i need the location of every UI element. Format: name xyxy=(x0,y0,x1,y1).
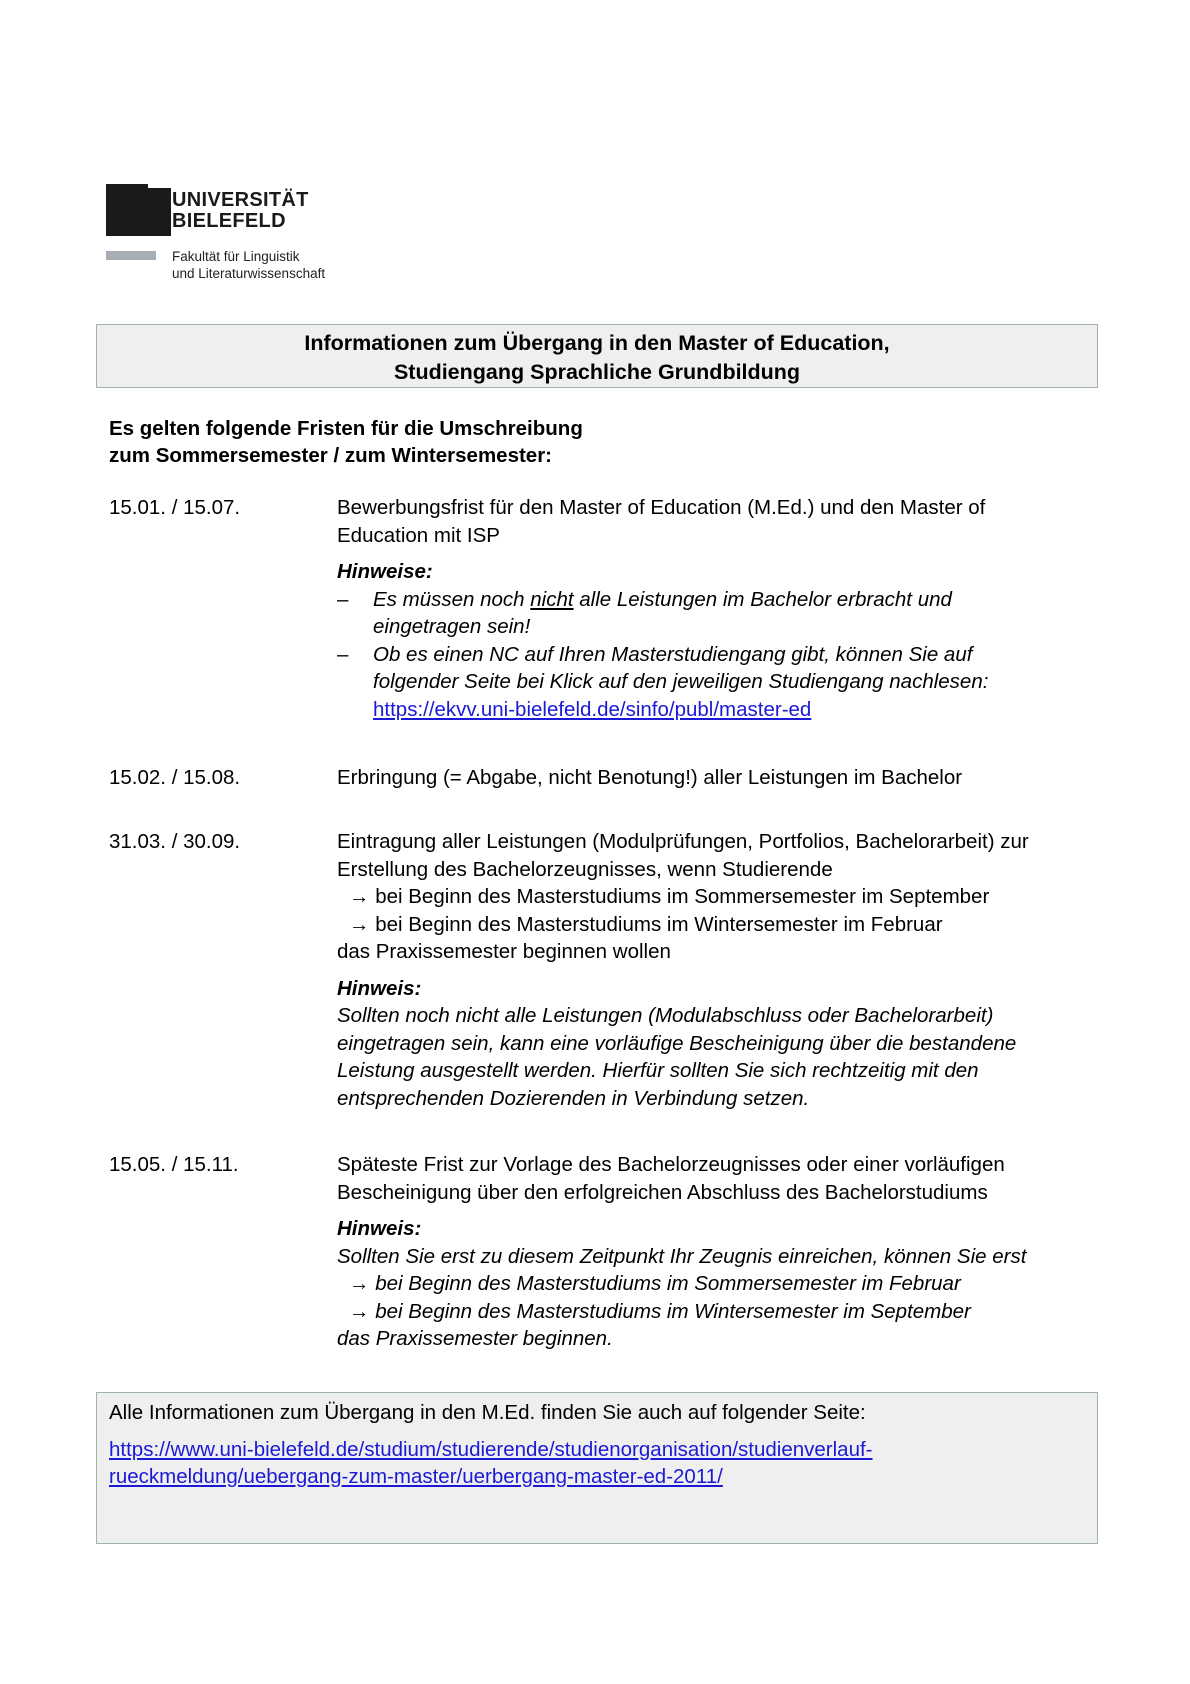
logo-mark-icon xyxy=(106,184,171,236)
bullet-text: alle Leistungen im Bachelor erbracht und xyxy=(573,587,952,611)
master-ed-info-link[interactable] xyxy=(109,1436,1085,1491)
logo-faculty-name xyxy=(172,248,325,282)
intro-line2: zum Sommersemester / zum Wintersemester: xyxy=(109,444,553,467)
deadline-content xyxy=(337,494,1190,723)
hint-bullet-1 xyxy=(337,586,1190,641)
deadline-text-line: das Praxissemester beginnen wollen xyxy=(337,940,671,963)
hint-text-line: eingetragen sein, kann eine vorläufige Bescheinigung über die bestandene xyxy=(337,1031,1017,1055)
hint-text-line: Sollten Sie erst zu diesem Zeitpunkt Ihr Zeugnis einreichen, können Sie erst xyxy=(337,1244,1027,1268)
logo-faculty-line2: und Literaturwissenschaft xyxy=(172,266,326,281)
bullet-dash: – xyxy=(337,642,349,666)
deadline-arrow-line: → bei Beginn des Masterstudiums im Sommersemester im September xyxy=(349,885,990,908)
hint-arrow-line: → bei Beginn des Masterstudiums im Sommersemester im Februar xyxy=(349,1272,961,1295)
deadline-date: 15.05. / 15.11. xyxy=(109,1153,239,1176)
logo-gray-bar xyxy=(106,251,156,260)
title-box xyxy=(96,324,1098,388)
bullet-text: eingetragen sein! xyxy=(373,615,531,638)
bullet-text: Ob es einen NC auf Ihren Masterstudiengang gibt, können Sie auf xyxy=(373,642,973,666)
deadline-arrow-line: → bei Beginn des Masterstudiums im Wintersemester im Februar xyxy=(349,912,943,936)
bullet-dash: – xyxy=(337,587,349,611)
hint-title: Hinweis: xyxy=(337,976,422,1000)
hint-bullet-2 xyxy=(337,641,1190,724)
deadline-content xyxy=(337,764,1190,792)
info-footer-box xyxy=(96,1392,1098,1544)
master-ed-nc-link[interactable]: https://ekvv.uni-bielefeld.de/sinfo/publ/master-ed xyxy=(373,697,812,721)
deadline-date: 31.03. / 30.09. xyxy=(109,830,241,853)
deadline-text-line: Erstellung des Bachelorzeugnisses, wenn Studierende xyxy=(337,857,833,881)
hint-text-line: Leistung ausgestellt werden. Hierfür sollten Sie sich rechtzeitig mit den xyxy=(337,1059,979,1082)
hint-title: Hinweise: xyxy=(337,560,433,583)
logo-university-name xyxy=(172,190,309,232)
logo-university-line2: BIELEFELD xyxy=(172,210,286,232)
logo-university-line1: UNIVERSITÄT xyxy=(172,189,309,211)
hint-text-line: das Praxissemester beginnen. xyxy=(337,1327,613,1350)
deadline-text-line: Education mit ISP xyxy=(337,523,500,547)
deadline-text-line: Bescheinigung über den erfolgreichen Abschluss des Bachelorstudiums xyxy=(337,1180,988,1204)
deadline-text-line: Eintragung aller Leistungen (Modulprüfungen, Portfolios, Bachelorarbeit) zur xyxy=(337,830,1029,853)
deadline-text-line: Erbringung (= Abgabe, nicht Benotung!) aller Leistungen im Bachelor xyxy=(337,766,963,789)
footer-link-line1[interactable]: https://www.uni-bielefeld.de/studium/studierende/studienorganisation/studienverlauf- xyxy=(109,1437,873,1461)
intro-heading xyxy=(109,415,583,469)
bullet-underlined-text: nicht xyxy=(530,587,574,611)
bullet-text: folgender Seite bei Klick auf den jeweiligen Studiengang nachlesen: xyxy=(373,670,989,693)
footer-text: Alle Informationen zum Übergang in den M.Ed. finden Sie auch auf folgender Seite: xyxy=(109,1401,866,1424)
title-line1: Informationen zum Übergang in den Master of Education, xyxy=(304,331,890,355)
deadline-content xyxy=(337,1151,1190,1353)
intro-line1: Es gelten folgende Fristen für die Umschreibung xyxy=(109,417,583,440)
hint-title: Hinweis: xyxy=(337,1217,422,1240)
deadline-date: 15.02. / 15.08. xyxy=(109,766,241,789)
hint-arrow-line: → bei Beginn des Masterstudiums im Wintersemester im September xyxy=(349,1299,971,1323)
hint-text-line: entsprechenden Dozierenden in Verbindung setzen. xyxy=(337,1086,810,1110)
deadline-text-line: Bewerbungsfrist für den Master of Education (M.Ed.) und den Master of xyxy=(337,496,986,519)
title-line2: Studiengang Sprachliche Grundbildung xyxy=(393,360,801,384)
deadline-date: 15.01. / 15.07. xyxy=(109,496,241,519)
deadline-content xyxy=(337,828,1190,1112)
footer-link-line2[interactable]: rueckmeldung/uebergang-zum-master/uerbergang-master-ed-2011/ xyxy=(109,1465,723,1488)
hint-text-line: Sollten noch nicht alle Leistungen (Modulabschluss oder Bachelorarbeit) xyxy=(337,1004,994,1027)
deadline-text-line: Späteste Frist zur Vorlage des Bachelorzeugnisses oder einer vorläufigen xyxy=(337,1153,1005,1176)
bullet-text: Es müssen noch xyxy=(373,587,531,611)
university-logo xyxy=(106,184,426,284)
logo-faculty-line1: Fakultät für Linguistik xyxy=(172,249,300,264)
